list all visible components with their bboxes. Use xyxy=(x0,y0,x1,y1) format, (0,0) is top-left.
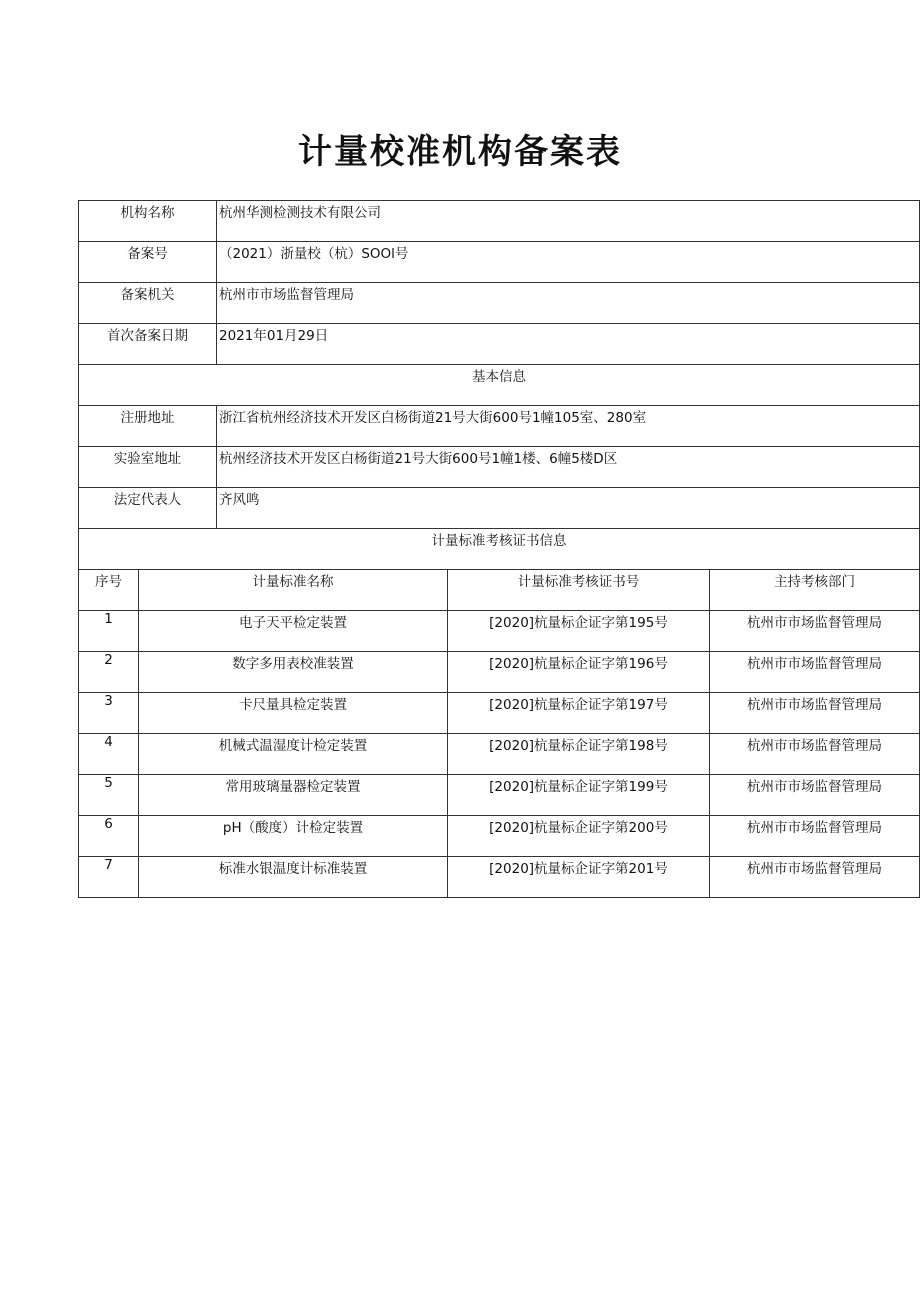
first-date-row xyxy=(79,324,920,365)
row-dept: 杭州市市场监督管理局 xyxy=(710,734,920,775)
row-name: 电子天平检定装置 xyxy=(139,611,448,652)
authority-value: 杭州市市场监督管理局 xyxy=(217,283,920,324)
row-cert: [2020]杭量标企证字第198号 xyxy=(448,734,710,775)
row-cert: [2020]杭量标企证字第195号 xyxy=(448,611,710,652)
record-no-row xyxy=(79,242,920,283)
row-no: 2 xyxy=(79,652,139,693)
table-row xyxy=(79,775,920,816)
row-cert: [2020]杭量标企证字第199号 xyxy=(448,775,710,816)
row-no: 1 xyxy=(79,611,139,652)
row-dept: 杭州市市场监督管理局 xyxy=(710,611,920,652)
cert-header-row xyxy=(79,570,920,611)
row-dept: 杭州市市场监督管理局 xyxy=(710,652,920,693)
table-row xyxy=(79,652,920,693)
row-name: 机械式温湿度计检定装置 xyxy=(139,734,448,775)
row-dept: 杭州市市场监督管理局 xyxy=(710,857,920,898)
row-no: 6 xyxy=(79,816,139,857)
table-row xyxy=(79,693,920,734)
first-date-value: 2021年01月29日 xyxy=(217,324,920,365)
authority-label: 备案机关 xyxy=(79,283,217,324)
row-dept: 杭州市市场监督管理局 xyxy=(710,693,920,734)
col-header-cert: 计量标准考核证书号 xyxy=(448,570,710,611)
cert-section-row xyxy=(79,529,920,570)
basic-section-row xyxy=(79,365,920,406)
legal-rep-label: 法定代表人 xyxy=(79,488,217,529)
row-no: 5 xyxy=(79,775,139,816)
lab-address-label: 实验室地址 xyxy=(79,447,217,488)
basic-section-header: 基本信息 xyxy=(79,365,920,406)
record-no-value: （2021）浙量校（杭）SOOl号 xyxy=(217,242,920,283)
org-name-label: 机构名称 xyxy=(79,201,217,242)
record-form-table xyxy=(78,200,920,898)
row-cert: [2020]杭量标企证字第196号 xyxy=(448,652,710,693)
row-name: 数字多用表校准装置 xyxy=(139,652,448,693)
row-no: 4 xyxy=(79,734,139,775)
org-name-row xyxy=(79,201,920,242)
first-date-label: 首次备案日期 xyxy=(79,324,217,365)
lab-address-row xyxy=(79,447,920,488)
legal-rep-value: 齐风鸣 xyxy=(217,488,920,529)
row-name: 常用玻璃量器检定装置 xyxy=(139,775,448,816)
row-name: pH（酸度）计检定装置 xyxy=(139,816,448,857)
page-title: 计量校准机构备案表 xyxy=(298,132,622,172)
reg-address-label: 注册地址 xyxy=(79,406,217,447)
legal-rep-row xyxy=(79,488,920,529)
table-row xyxy=(79,857,920,898)
table-row xyxy=(79,611,920,652)
org-name-value: 杭州华测检测技术有限公司 xyxy=(217,201,920,242)
row-no: 7 xyxy=(79,857,139,898)
col-header-dept: 主持考核部门 xyxy=(710,570,920,611)
row-dept: 杭州市市场监督管理局 xyxy=(710,775,920,816)
col-header-no: 序号 xyxy=(79,570,139,611)
row-name: 卡尺量具检定装置 xyxy=(139,693,448,734)
row-no: 3 xyxy=(79,693,139,734)
col-header-name: 计量标准名称 xyxy=(139,570,448,611)
authority-row xyxy=(79,283,920,324)
row-cert: [2020]杭量标企证字第200号 xyxy=(448,816,710,857)
record-no-label: 备案号 xyxy=(79,242,217,283)
reg-address-value: 浙江省杭州经济技术开发区白杨街道21号大街600号1幢105室、280室 xyxy=(217,406,920,447)
reg-address-row xyxy=(79,406,920,447)
row-cert: [2020]杭量标企证字第201号 xyxy=(448,857,710,898)
table-row xyxy=(79,816,920,857)
lab-address-value: 杭州经济技术开发区白杨街道21号大街600号1幢1楼、6幢5楼D区 xyxy=(217,447,920,488)
cert-section-header: 计量标准考核证书信息 xyxy=(79,529,920,570)
row-cert: [2020]杭量标企证字第197号 xyxy=(448,693,710,734)
row-name: 标准水银温度计标准装置 xyxy=(139,857,448,898)
table-row xyxy=(79,734,920,775)
row-dept: 杭州市市场监督管理局 xyxy=(710,816,920,857)
